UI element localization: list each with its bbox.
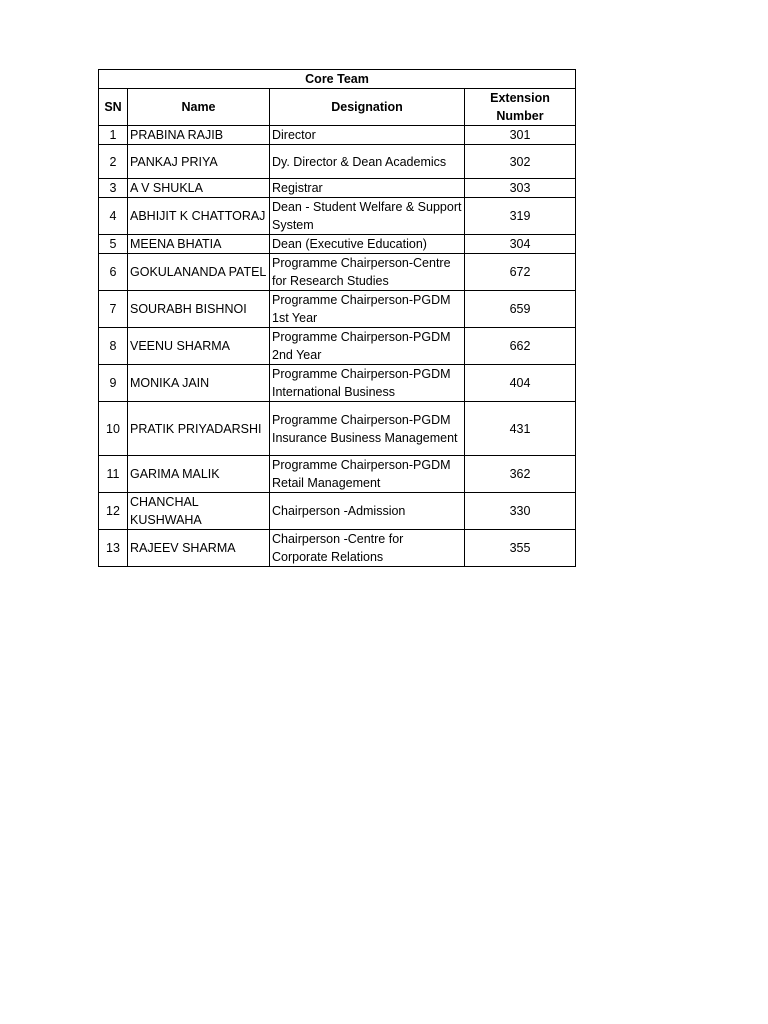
cell-extension: 431	[465, 402, 576, 456]
cell-name: CHANCHAL KUSHWAHA	[128, 493, 270, 530]
table-row	[99, 530, 576, 567]
cell-designation: Programme Chairperson-Centre for Research Studies	[270, 254, 465, 291]
cell-sn: 9	[99, 365, 128, 402]
header-extension: Extension Number	[465, 89, 576, 126]
cell-name: MONIKA JAIN	[128, 365, 270, 402]
cell-extension: 303	[465, 179, 576, 198]
cell-designation: Programme Chairperson-PGDM International Business	[270, 365, 465, 402]
cell-designation: Chairperson -Admission	[270, 493, 465, 530]
cell-name: PRABINA RAJIB	[128, 126, 270, 145]
cell-name: GARIMA MALIK	[128, 456, 270, 493]
table-header-row	[99, 89, 576, 126]
table-title: Core Team	[99, 70, 576, 89]
cell-sn: 6	[99, 254, 128, 291]
cell-sn: 8	[99, 328, 128, 365]
cell-extension: 355	[465, 530, 576, 567]
cell-extension: 302	[465, 145, 576, 179]
cell-name: MEENA BHATIA	[128, 235, 270, 254]
cell-sn: 12	[99, 493, 128, 530]
cell-extension: 659	[465, 291, 576, 328]
table-row	[99, 126, 576, 145]
table-row	[99, 493, 576, 530]
cell-designation: Dy. Director & Dean Academics	[270, 145, 465, 179]
table-row	[99, 456, 576, 493]
cell-designation: Registrar	[270, 179, 465, 198]
cell-name: RAJEEV SHARMA	[128, 530, 270, 567]
cell-designation: Programme Chairperson-PGDM Retail Management	[270, 456, 465, 493]
cell-sn: 11	[99, 456, 128, 493]
cell-name: VEENU SHARMA	[128, 328, 270, 365]
cell-name: A V SHUKLA	[128, 179, 270, 198]
cell-name: PRATIK PRIYADARSHI	[128, 402, 270, 456]
cell-name: SOURABH BISHNOI	[128, 291, 270, 328]
core-team-table	[98, 69, 576, 567]
cell-designation: Dean - Student Welfare & Support System	[270, 198, 465, 235]
cell-sn: 10	[99, 402, 128, 456]
table-row	[99, 254, 576, 291]
table-row	[99, 328, 576, 365]
cell-extension: 672	[465, 254, 576, 291]
cell-designation: Dean (Executive Education)	[270, 235, 465, 254]
cell-extension: 330	[465, 493, 576, 530]
cell-sn: 1	[99, 126, 128, 145]
cell-designation: Programme Chairperson-PGDM 1st Year	[270, 291, 465, 328]
cell-name: GOKULANANDA PATEL	[128, 254, 270, 291]
cell-designation: Director	[270, 126, 465, 145]
table-row	[99, 145, 576, 179]
cell-extension: 304	[465, 235, 576, 254]
cell-sn: 7	[99, 291, 128, 328]
cell-extension: 319	[465, 198, 576, 235]
cell-extension: 404	[465, 365, 576, 402]
table-row	[99, 235, 576, 254]
cell-sn: 13	[99, 530, 128, 567]
cell-extension: 662	[465, 328, 576, 365]
cell-sn: 2	[99, 145, 128, 179]
table-row	[99, 179, 576, 198]
cell-designation: Chairperson -Centre for Corporate Relations	[270, 530, 465, 567]
header-name: Name	[128, 89, 270, 126]
cell-extension: 301	[465, 126, 576, 145]
table-title-row	[99, 70, 576, 89]
cell-designation: Programme Chairperson-PGDM 2nd Year	[270, 328, 465, 365]
table-row	[99, 291, 576, 328]
header-sn: SN	[99, 89, 128, 126]
cell-name: PANKAJ PRIYA	[128, 145, 270, 179]
table-row	[99, 198, 576, 235]
cell-designation: Programme Chairperson-PGDM Insurance Business Management	[270, 402, 465, 456]
cell-sn: 3	[99, 179, 128, 198]
table-row	[99, 365, 576, 402]
cell-extension: 362	[465, 456, 576, 493]
cell-sn: 5	[99, 235, 128, 254]
cell-sn: 4	[99, 198, 128, 235]
table-row	[99, 402, 576, 456]
cell-name: ABHIJIT K CHATTORAJ	[128, 198, 270, 235]
header-designation: Designation	[270, 89, 465, 126]
table-body	[99, 126, 576, 567]
